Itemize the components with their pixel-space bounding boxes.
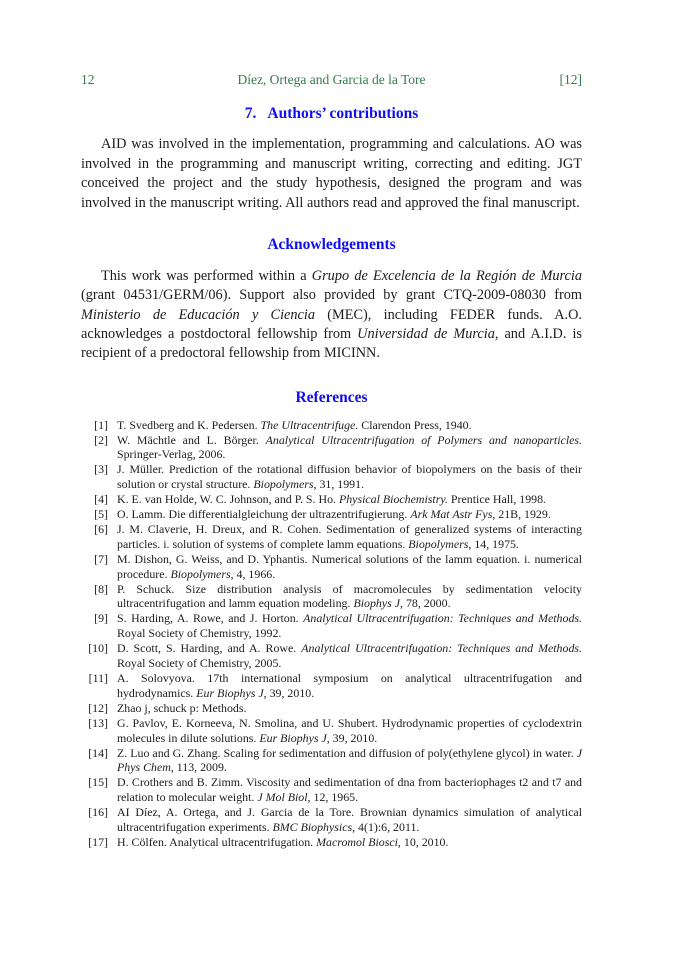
- reference-label: [8]: [94, 581, 108, 596]
- text-segment: , 10, 2010.: [397, 834, 449, 849]
- text-segment: T. Svedberg and K. Pedersen.: [117, 417, 261, 432]
- text-segment: Prentice Hall, 1998.: [447, 492, 547, 507]
- text-segment: Royal Society of Chemistry, 2005.: [117, 656, 282, 671]
- acknowledgements-paragraph: [81, 267, 582, 364]
- italic-segment: The Ultracentrifuge.: [260, 417, 359, 432]
- italic-segment: J Phys Chem: [117, 745, 582, 775]
- reference-text: [117, 522, 582, 552]
- reference-label: [6]: [94, 521, 108, 536]
- reference-item: [81, 611, 582, 641]
- issue-label: [12]: [559, 72, 582, 87]
- reference-text: [117, 611, 582, 641]
- section-heading-acknowledgements: Acknowledgements: [267, 235, 396, 253]
- reference-text: [117, 641, 582, 671]
- reference-item: [81, 462, 582, 492]
- italic-segment: Biophys J: [353, 596, 400, 611]
- section-title: Authors’ contributions: [267, 104, 419, 122]
- reference-label: [4]: [94, 492, 108, 507]
- reference-text: [117, 716, 582, 746]
- text-segment: , 39, 2010.: [326, 730, 378, 745]
- italic-segment: Biopolymers: [408, 536, 469, 551]
- reference-text: [117, 746, 582, 776]
- reference-text: [117, 433, 582, 463]
- italic-segment: Biopolymers: [170, 566, 231, 581]
- text-segment: , 4, 1966.: [230, 566, 276, 581]
- reference-text: [117, 552, 582, 582]
- text-segment: , 12, 1965.: [307, 790, 359, 805]
- text-segment: D. Scott, S. Harding, and A. Rowe.: [117, 641, 302, 656]
- reference-item: [81, 775, 582, 805]
- running-header: [81, 72, 582, 88]
- reference-item: [81, 671, 582, 701]
- reference-label: [11]: [88, 671, 108, 686]
- references-list: [81, 418, 582, 850]
- reference-label: [3]: [94, 462, 108, 477]
- italic-segment: Ministerio de Educación y Ciencia: [81, 306, 316, 323]
- reference-text: [117, 507, 582, 522]
- text-segment: , 31, 1991.: [313, 477, 365, 492]
- text-segment: Springer-Verlag, 2006.: [117, 447, 226, 462]
- text-segment: , and A.I.D. is recipient of a predoctoral fellowship from MICINN.: [81, 325, 582, 362]
- italic-segment: Analytical Ultracentrifugation: Techniques and Methods.: [303, 611, 582, 626]
- text-segment: (MEC), including FEDER funds. A.O. acknowledges a postdoctoral fellowship from: [81, 306, 583, 342]
- reference-item: [81, 716, 582, 746]
- text-segment: J. Müller. Prediction of the rotational diffusion behavior of biopolymers on the basis of their solution or crystal structure.: [117, 462, 582, 492]
- contributions-paragraph: AID was involved in the implementation, programming and calculations. AO was involved in the programming and manuscript writing, correcting and editing. JGT conceived the project and the study hypothesis, designed the program and was involved in the manuscript writing. All authors read and approved the final manuscript.: [81, 136, 582, 211]
- text-segment: Royal Society of Chemistry, 1992.: [117, 626, 282, 641]
- section-heading-authors-contributions: [81, 105, 582, 123]
- reference-item: [81, 418, 582, 433]
- reference-label: [17]: [88, 834, 108, 849]
- text-segment: H. Cölfen. Analytical ultracentrifugation.: [117, 834, 317, 849]
- italic-segment: Macromol Biosci: [316, 834, 398, 849]
- italic-segment: Universidad de Murcia: [357, 325, 495, 342]
- reference-item: [81, 746, 582, 776]
- reference-label: [5]: [94, 507, 108, 522]
- reference-item: [81, 433, 582, 463]
- text-segment: O. Lamm. Die differentialgleichung der ultrazentrifugierung.: [117, 507, 411, 522]
- text-segment: , 21B, 1929.: [492, 507, 551, 522]
- italic-segment: Physical Biochemistry.: [338, 492, 448, 507]
- text-segment: , 113, 2009.: [170, 760, 227, 775]
- reference-label: [10]: [88, 641, 108, 656]
- reference-label: [15]: [88, 775, 108, 790]
- reference-item: [81, 552, 582, 582]
- reference-item: [81, 507, 582, 522]
- text-segment: Clarendon Press, 1940.: [358, 417, 472, 432]
- text-segment: G. Pavlov, E. Korneeva, N. Smolina, and U. Shubert. Hydrodynamic properties of cyclodextrin molecules in dilute solutions.: [117, 715, 582, 745]
- text-segment: S. Harding, A. Rowe, and J. Horton.: [117, 611, 304, 626]
- text-segment: Z. Luo and G. Zhang. Scaling for sedimentation and diffusion of poly(ethylene glycol) in water.: [117, 745, 577, 760]
- text-segment: A. Solovyova. 17th international symposium on analytical ultracentrifugation and hydrodynamics.: [117, 671, 582, 700]
- text-segment: K. E. van Holde, W. C. Johnson, and P. S. Ho.: [117, 492, 339, 507]
- text-segment: W. Mächtle and L. Börger.: [117, 432, 266, 447]
- text-segment: AI Díez, A. Ortega, and J. Garcia de la Tore. Brownian dynamics simulation of analytical ultracentrifugation experiments.: [117, 805, 582, 835]
- reference-text: [117, 805, 582, 835]
- text-segment: This work was performed within a: [101, 267, 312, 284]
- italic-segment: J Mol Biol: [257, 790, 308, 805]
- italic-segment: Biopolymers: [253, 477, 314, 492]
- text-segment: , 39, 2010.: [263, 685, 315, 700]
- italic-segment: Eur Biophys J: [196, 685, 264, 700]
- reference-item: [81, 701, 582, 716]
- reference-text: [117, 418, 582, 433]
- italic-segment: Analytical Ultracentrifugation: Techniques and Methods.: [301, 641, 582, 656]
- italic-segment: BMC Biophysics: [272, 820, 353, 835]
- reference-text: [117, 701, 582, 716]
- reference-text: [117, 835, 582, 850]
- page-number: 12: [81, 72, 95, 87]
- text-segment: (grant 04531/GERM/06). Support also provided by grant CTQ-2009-08030 from: [81, 287, 582, 304]
- running-title: Díez, Ortega and Garcia de la Tore: [237, 72, 426, 87]
- reference-label: [7]: [94, 551, 108, 566]
- reference-item: [81, 805, 582, 835]
- text-segment: D. Crothers and B. Zimm. Viscosity and sedimentation of dna from bacteriophages t2 and t7 and relation to molecular weight.: [117, 775, 582, 805]
- section-heading-references: References: [295, 388, 368, 406]
- reference-text: [117, 582, 582, 612]
- text-segment: P. Schuck. Size distribution analysis of macromolecules by sedimentation velocity ultracentrifugation and lamm equation modeling.: [117, 581, 582, 611]
- reference-text: [117, 775, 582, 805]
- reference-item: [81, 835, 582, 850]
- reference-label: [16]: [88, 805, 108, 820]
- reference-label: [14]: [88, 745, 108, 760]
- text-segment: , 14, 1975.: [468, 536, 519, 551]
- reference-item: [81, 582, 582, 612]
- reference-text: [117, 462, 582, 492]
- reference-item: [81, 641, 582, 671]
- text-segment: M. Dishon, G. Weiss, and D. Yphantis. Numerical solutions of the lamm equation. i. numerical procedure.: [117, 551, 582, 581]
- reference-label: [13]: [88, 715, 108, 730]
- italic-segment: Ark Mat Astr Fys: [410, 507, 493, 522]
- reference-label: [1]: [94, 417, 108, 432]
- reference-text: [117, 671, 582, 701]
- text-segment: , 4(1):6, 2011.: [352, 820, 420, 835]
- text-segment: J. M. Claverie, H. Dreux, and R. Cohen. Sedimentation of generalized systems of interacting particles. i. solution of systems of complete lamm equations.: [117, 521, 582, 551]
- reference-item: [81, 492, 582, 507]
- reference-text: [117, 492, 582, 507]
- reference-label: [2]: [94, 432, 108, 447]
- reference-label: [12]: [88, 700, 108, 715]
- italic-segment: Eur Biophys J: [259, 730, 327, 745]
- italic-segment: Grupo de Excelencia de la Región de Murcia: [311, 267, 583, 284]
- italic-segment: Analytical Ultracentrifugation of Polymers and nanoparticles.: [265, 432, 582, 447]
- text-segment: , 78, 2000.: [400, 596, 451, 611]
- text-segment: Zhao j, schuck p: Methods.: [117, 700, 247, 715]
- reference-item: [81, 522, 582, 552]
- reference-label: [9]: [94, 611, 108, 626]
- section-number: 7.: [244, 104, 257, 122]
